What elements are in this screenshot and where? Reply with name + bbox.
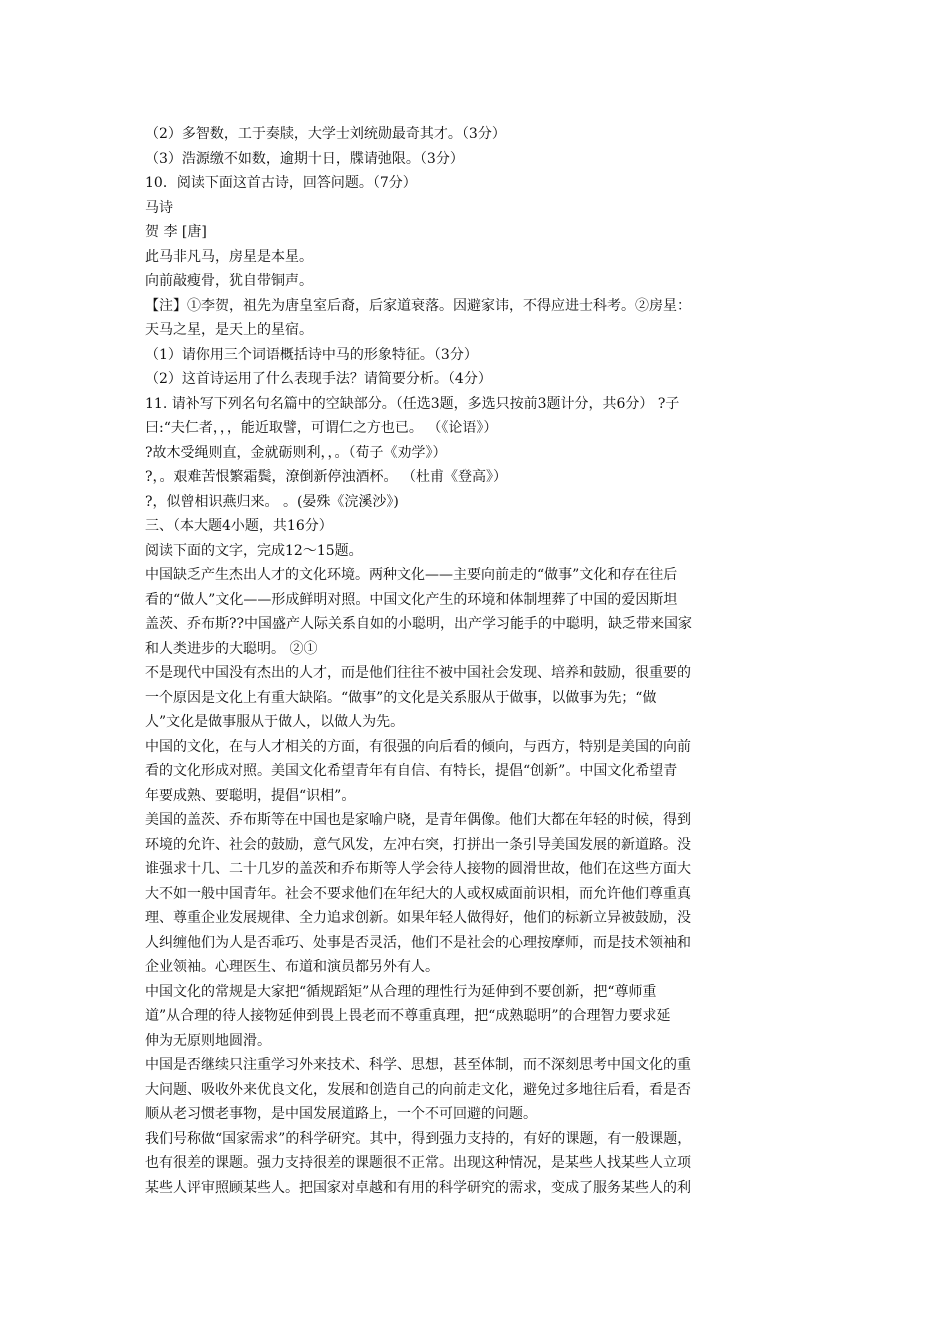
text-line: 大问题、吸收外来优良文化，发展和创造自己的向前走文化，避免过多地往后看，看是否 — [145, 1081, 691, 1098]
text-line: 贺 李 [唐] — [145, 224, 207, 240]
text-line: 谁强求十几、二十几岁的盖茨和乔布斯等人学会待人接物的圆滑世故，他们在这些方面大 — [145, 861, 691, 877]
text-line: 天马之星，是天上的星宿。 — [145, 322, 313, 338]
text-line: ?，。艰难苦恨繁霜鬓，潦倒新停浊酒杯。 （杜甫《登高》） — [145, 469, 507, 485]
text-line: 环境的允许、社会的鼓励，意气风发，左冲右突，打拼出一条引导美国发展的新道路。没 — [145, 836, 691, 853]
text-line: 三、（本大题4小题，共16分） — [145, 518, 333, 534]
text-line: 人纠缠他们为人是否乖巧、处事是否灵活，他们不是社会的心理按摩师，而是技术领袖和 — [145, 934, 691, 951]
text-line: 企业领袖。心理医生、布道和演员都另外有人。 — [145, 959, 439, 975]
text-line: 盖茨、乔布斯??中国盛产人际关系自如的小聪明，出产学习能手的中聪明，缺乏带来国家 — [145, 616, 693, 632]
text-line: 美国的盖茨、乔布斯等在中国也是家喻户晓，是青年偶像。他们大都在年轻的时候，得到 — [145, 812, 691, 828]
text-line: 曰:“夫仁者，，，能近取譬，可谓仁之方也已。 （《论语》） — [145, 420, 498, 436]
text-line: 道”从合理的待人接物延伸到畏上畏老而不尊重真理，把“成熟聪明”的合理智力要求延 — [145, 1008, 671, 1024]
text-line: 某些人评审照顾某些人。把国家对卓越和有用的科学研究的需求，变成了服务某些人的利 — [145, 1179, 691, 1196]
text-line: （2）多智数，工于奏牍，大学士刘统勋最奇其才。（3分） — [145, 126, 506, 142]
text-line: 中国是否继续只注重学习外来技术、科学、思想，甚至体制，而不深刻思考中国文化的重 — [145, 1057, 691, 1073]
text-line: 【注】①李贺，祖先为唐皇室后裔，后家道衰落。因避家讳，不得应进士科考。②房星： — [145, 297, 691, 314]
text-line: 人”文化是做事服从于做人，以做人为先。 — [145, 714, 405, 730]
text-line: 向前敲瘦骨，犹自带铜声。 — [145, 273, 313, 289]
text-line: 和人类进步的大聪明。 ②① — [145, 640, 318, 657]
text-line: ?故木受绳则直，金就砺则利，，。（荀子《劝学》） — [145, 444, 447, 461]
text-line: 中国文化的常规是大家把“循规蹈矩”从合理的理性行为延伸到不要创新，把“尊师重 — [145, 983, 657, 1000]
text-line: 10．阅读下面这首古诗，回答问题。（7分） — [145, 175, 417, 191]
text-line: （2）这首诗运用了什么表现手法？请简要分析。（4分） — [145, 371, 492, 387]
text-line: 马诗 — [145, 199, 173, 216]
text-line: 此马非凡马，房星是本星。 — [145, 248, 313, 265]
text-line: 顺从老习惯老事物，是中国发展道路上，一个不可回避的问题。 — [145, 1106, 537, 1122]
text-line: 中国的文化，在与人才相关的方面，有很强的向后看的倾向，与西方，特别是美国的向前 — [145, 738, 691, 755]
text-line: （1）请你用三个词语概括诗中马的形象特征。（3分） — [145, 346, 478, 363]
text-line: 伸为无原则地圆滑。 — [145, 1032, 271, 1049]
text-line: 一个原因是文化上有重大缺陷。“做事”的文化是关系服从于做事，以做事为先；“做 — [145, 689, 657, 706]
text-line: 阅读下面的文字，完成12～15题。 — [145, 542, 363, 559]
text-line: 11. 请补写下列名句名篇中的空缺部分。（任选3题，多选只按前3题计分，共6分） ?子 — [145, 395, 680, 412]
text-line: 也有很差的课题。强力支持很差的课题很不正常。出现这种情况，是某些人找某些人立项 — [145, 1155, 691, 1171]
text-line: 理、尊重企业发展规律、全力追求创新。如果年轻人做得好，他们的标新立异被鼓励，没 — [145, 910, 691, 926]
text-line: 不是现代中国没有杰出的人才，而是他们往往不被中国社会发现、培养和鼓励，很重要的 — [145, 665, 691, 681]
text-line: 看的“做人”文化——形成鲜明对照。中国文化产生的环境和体制埋葬了中国的爱因斯坦 — [145, 591, 678, 608]
text-line: 大不如一般中国青年。社会不要求他们在年纪大的人或权威面前识相，而允许他们尊重真 — [145, 885, 691, 902]
text-line: ?，似曾相识燕归来。 。(晏殊《浣溪沙》) — [145, 493, 399, 510]
text-line: 看的文化形成对照。美国文化希望青年有自信、有特长，提倡“创新”。中国文化希望青 — [145, 763, 678, 779]
text-line: （3）浩源缴不如数，逾期十日，牒请弛限。（3分） — [145, 150, 464, 167]
document-page — [145, 122, 810, 1200]
text-line: 我们号称做“国家需求”的科学研究。其中，得到强力支持的，有好的课题，有一般课题， — [145, 1130, 692, 1147]
text-line: 年要成熟、要聪明，提倡“识相”。 — [145, 787, 356, 804]
text-line: 中国缺乏产生杰出人才的文化环境。两种文化——主要向前走的“做事”文化和存在往后 — [145, 567, 678, 583]
